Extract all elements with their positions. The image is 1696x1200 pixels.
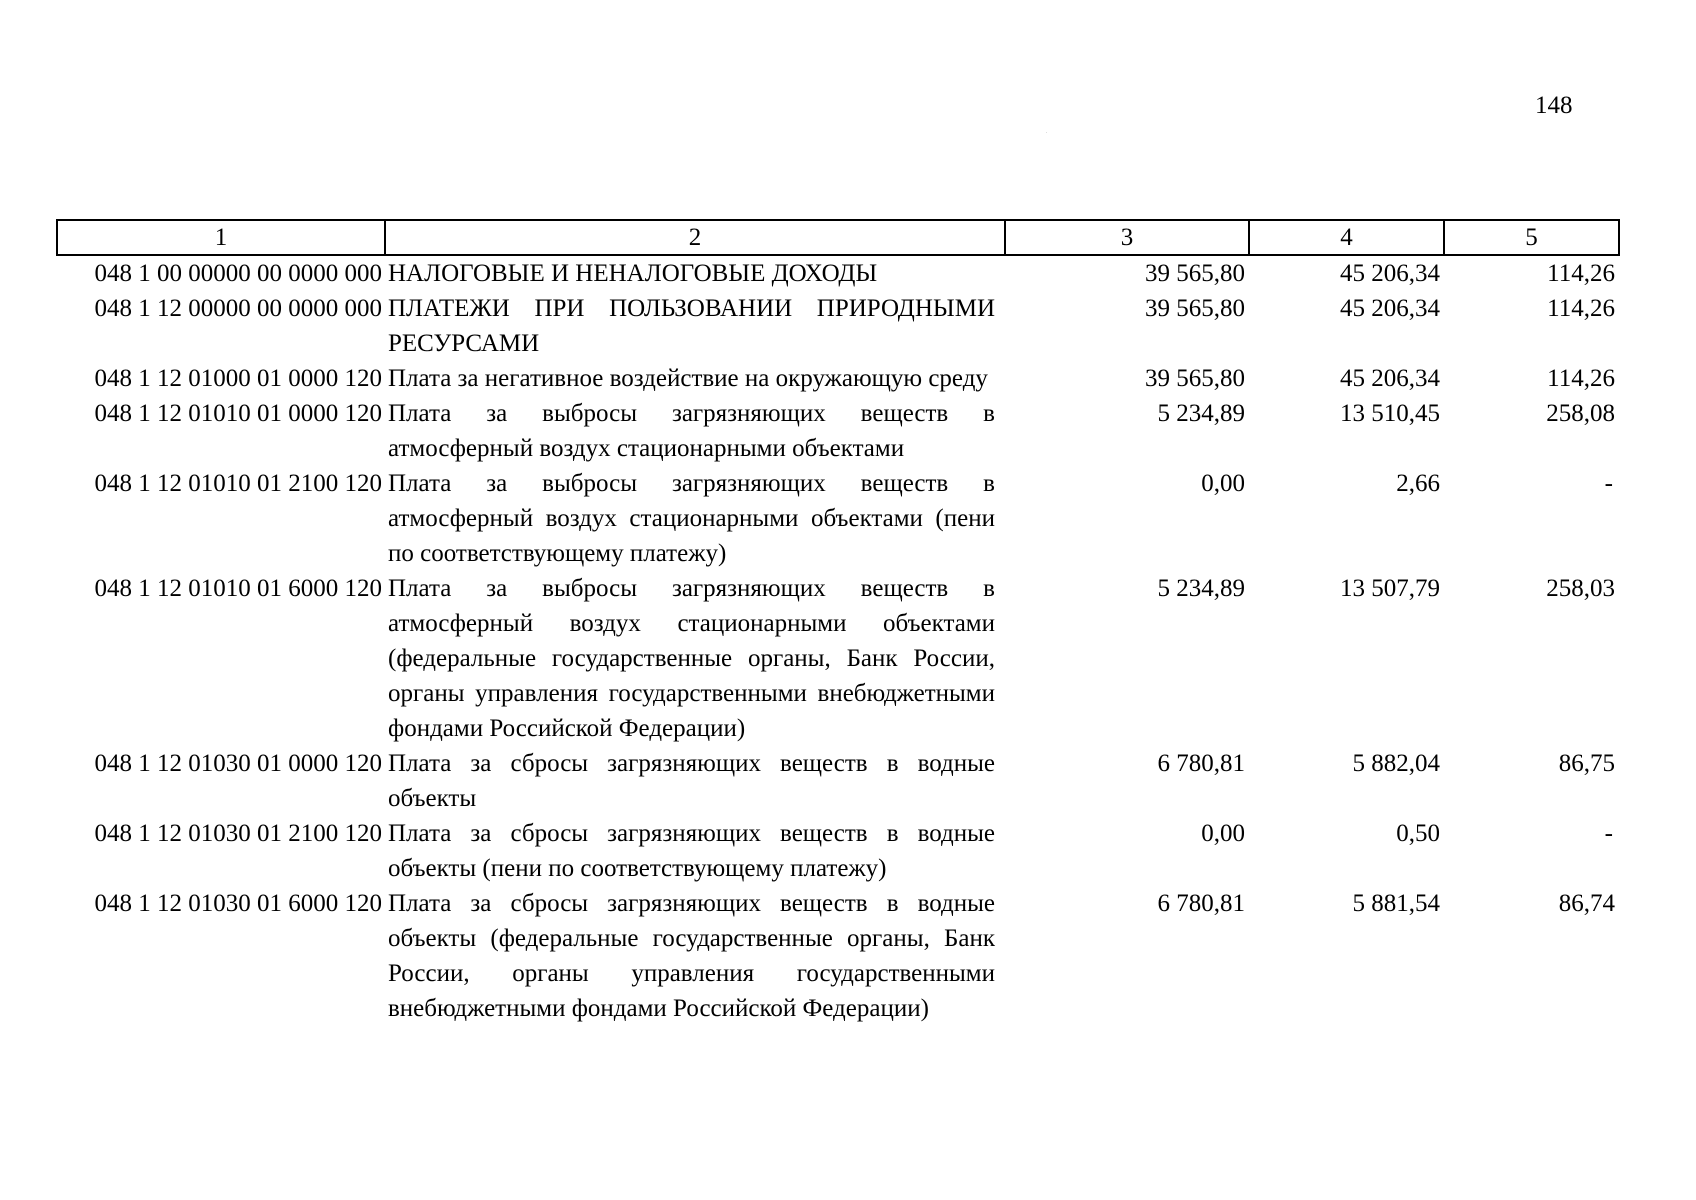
budget-code: 048 1 12 01030 01 0000 120 [94, 750, 382, 777]
value-col-3: 39 565,80 [1145, 365, 1245, 392]
budget-code: 048 1 12 01010 01 6000 120 [94, 575, 382, 602]
value-col-3: 0,00 [1201, 470, 1245, 497]
table-row [57, 396, 1619, 466]
value-col-4: 5 881,54 [1352, 890, 1440, 917]
item-name: Плата за выбросы загрязняющих веществ в атмосферный воздух стационарными объектами (пени по соответствующему платежу) [388, 470, 995, 567]
table-row [57, 816, 1619, 886]
budget-code: 048 1 12 00000 00 0000 000 [94, 295, 382, 322]
item-name: Плата за выбросы загрязняющих веществ в атмосферный воздух стационарными объектами (федеральные государственные органы, Банк России, органы управления государственными внебюджетными фондами Российской Федерации) [388, 575, 995, 742]
header-col-3: 3 [1005, 220, 1249, 255]
table-row [57, 466, 1619, 571]
table-row [57, 291, 1619, 361]
table-header [57, 220, 1619, 255]
value-col-5: - [1604, 470, 1613, 497]
value-col-3: 39 565,80 [1145, 260, 1245, 287]
value-col-5: 86,74 [1558, 890, 1615, 917]
item-name: Плата за выбросы загрязняющих веществ в атмосферный воздух стационарными объектами [388, 400, 995, 462]
value-col-5: 86,75 [1558, 750, 1615, 777]
item-name: НАЛОГОВЫЕ И НЕНАЛОГОВЫЕ ДОХОДЫ [388, 260, 878, 287]
item-name: Плата за негативное воздействие на окружающую среду [388, 365, 988, 392]
table-row [57, 886, 1619, 1026]
page-number: 148 [1535, 92, 1573, 119]
header-col-4: 4 [1249, 220, 1444, 255]
value-col-4: 13 510,45 [1340, 400, 1440, 427]
header-col-5: 5 [1444, 220, 1619, 255]
item-name: ПЛАТЕЖИ ПРИ ПОЛЬЗОВАНИИ ПРИРОДНЫМИ РЕСУРСАМИ [388, 295, 995, 357]
header-col-1: 1 [57, 220, 385, 255]
value-col-4: 5 882,04 [1352, 750, 1440, 777]
value-col-4: 45 206,34 [1340, 365, 1440, 392]
value-col-3: 0,00 [1201, 820, 1245, 847]
value-col-4: 2,66 [1396, 470, 1440, 497]
value-col-4: 45 206,34 [1340, 260, 1440, 287]
table-row [57, 361, 1619, 396]
budget-code: 048 1 12 01030 01 2100 120 [94, 820, 382, 847]
revenue-table [56, 219, 1620, 1026]
value-col-3: 5 234,89 [1157, 575, 1245, 602]
table-row [57, 746, 1619, 816]
budget-code: 048 1 12 01030 01 6000 120 [94, 890, 382, 917]
table-row [57, 571, 1619, 746]
value-col-3: 6 780,81 [1157, 890, 1245, 917]
budget-code: 048 1 12 01010 01 0000 120 [94, 400, 382, 427]
value-col-4: 45 206,34 [1340, 295, 1440, 322]
value-col-5: 258,03 [1546, 575, 1615, 602]
value-col-5: - [1604, 820, 1613, 847]
table-row [57, 255, 1619, 291]
value-col-5: 114,26 [1547, 260, 1615, 287]
value-col-3: 5 234,89 [1157, 400, 1245, 427]
value-col-3: 6 780,81 [1157, 750, 1245, 777]
item-name: Плата за сбросы загрязняющих веществ в водные объекты [388, 750, 995, 812]
budget-code: 048 1 12 01010 01 2100 120 [94, 470, 382, 497]
value-col-4: 0,50 [1396, 820, 1440, 847]
value-col-5: 114,26 [1547, 295, 1615, 322]
value-col-4: 13 507,79 [1340, 575, 1440, 602]
budget-code: 048 1 00 00000 00 0000 000 [94, 260, 382, 287]
header-row [57, 220, 1619, 255]
scan-speck [1046, 132, 1047, 133]
budget-code: 048 1 12 01000 01 0000 120 [94, 365, 382, 392]
item-name: Плата за сбросы загрязняющих веществ в водные объекты (федеральные государственные органы, Банк России, органы управления государственными внебюджетными фондами Российской Федерации) [388, 890, 995, 1022]
item-name: Плата за сбросы загрязняющих веществ в водные объекты (пени по соответствующему платежу) [388, 820, 995, 882]
value-col-3: 39 565,80 [1145, 295, 1245, 322]
value-col-5: 258,08 [1546, 400, 1615, 427]
table-body [57, 255, 1619, 1026]
header-col-2: 2 [385, 220, 1005, 255]
value-col-5: 114,26 [1547, 365, 1615, 392]
